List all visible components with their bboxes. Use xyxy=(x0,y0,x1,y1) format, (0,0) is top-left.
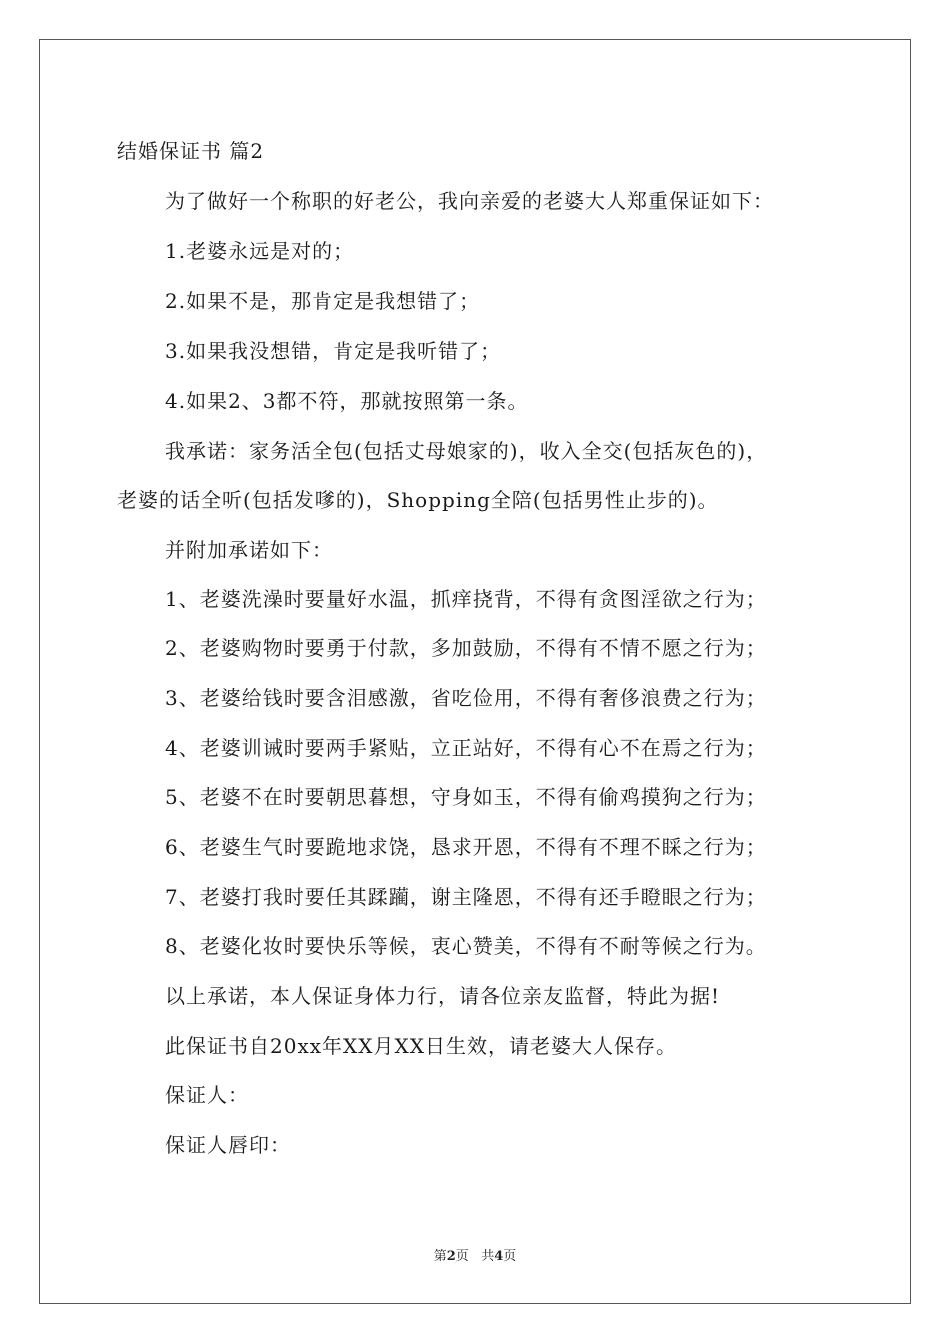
closing-statement: 以上承诺，本人保证身体力行，请各位亲友监督，特此为据! xyxy=(165,984,721,1008)
page-border xyxy=(39,39,911,1304)
document-title: 结婚保证书 篇2 xyxy=(117,139,265,163)
additional-item: 4、老婆训诫时要两手紧贴，立正站好，不得有心不在焉之行为； xyxy=(165,736,767,760)
page-footer xyxy=(0,1248,950,1266)
lip-print-label: 保证人唇印： xyxy=(165,1133,291,1157)
promise-line-1: 我承诺：家务活全包(包括丈母娘家的)，收入全交(包括灰色的)， xyxy=(165,439,768,463)
rule-item: 2.如果不是，那肯定是我想错了； xyxy=(165,289,481,313)
footer-current-page: 2 xyxy=(446,1249,456,1264)
additional-item: 7、老婆打我时要任其蹂躏，谢主隆恩，不得有还手瞪眼之行为； xyxy=(165,885,767,909)
guarantor-label: 保证人： xyxy=(165,1083,249,1107)
additional-item: 5、老婆不在时要朝思暮想，守身如玉，不得有偷鸡摸狗之行为； xyxy=(165,785,767,809)
rule-item: 3.如果我没想错，肯定是我听错了； xyxy=(165,339,502,363)
footer-page-suffix: 页 共 xyxy=(455,1249,495,1264)
additional-item: 1、老婆洗澡时要量好水温，抓痒挠背，不得有贪图淫欲之行为； xyxy=(165,587,767,611)
intro-paragraph: 为了做好一个称职的好老公，我向亲爱的老婆大人郑重保证如下： xyxy=(165,189,774,213)
additional-item: 8、老婆化妆时要快乐等候，衷心赞美，不得有不耐等候之行为。 xyxy=(165,934,767,958)
additional-item: 6、老婆生气时要跪地求饶，恳求开恩，不得有不理不睬之行为； xyxy=(165,835,767,859)
rule-item: 4.如果2、3都不符，那就按照第一条。 xyxy=(165,389,529,413)
additional-item: 3、老婆给钱时要含泪感激，省吃俭用，不得有奢侈浪费之行为； xyxy=(165,686,767,710)
promise-line-2: 老婆的话全听(包括发嗲的)，Shopping全陪(包括男性止步的)。 xyxy=(117,488,719,512)
footer-page-prefix: 第 xyxy=(433,1249,447,1264)
effective-date-statement: 此保证书自20xx年XX月XX日生效，请老婆大人保存。 xyxy=(165,1034,677,1058)
additional-heading: 并附加承诺如下： xyxy=(165,538,333,562)
additional-item: 2、老婆购物时要勇于付款，多加鼓励，不得有不情不愿之行为； xyxy=(165,636,767,660)
footer-page-end: 页 xyxy=(503,1249,517,1264)
rule-item: 1.老婆永远是对的； xyxy=(165,239,355,263)
footer-total-pages: 4 xyxy=(494,1249,504,1264)
